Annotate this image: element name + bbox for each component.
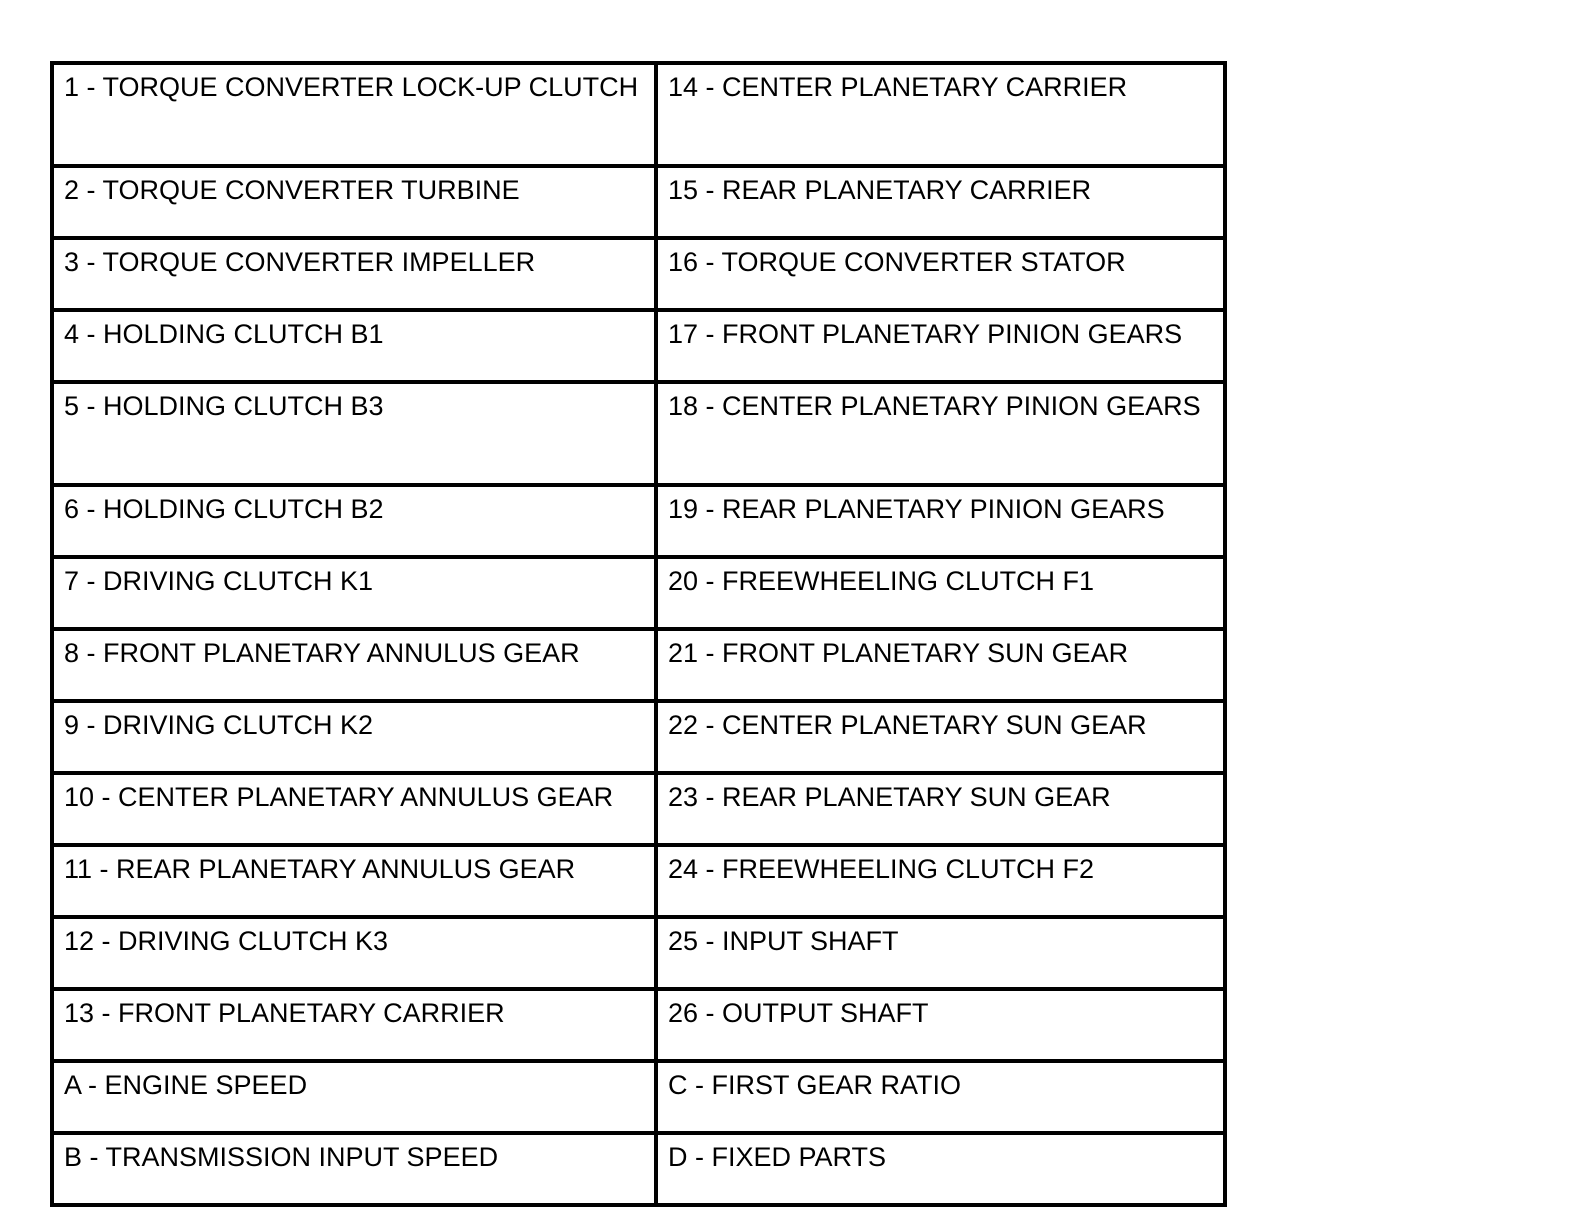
table-row [52,701,1225,773]
legend-cell: 4 - HOLDING CLUTCH B1 [52,310,656,382]
legend-cell: 25 - INPUT SHAFT [656,917,1225,989]
table-row [52,1061,1225,1133]
legend-cell: 19 - REAR PLANETARY PINION GEARS [656,485,1225,557]
table-row [52,629,1225,701]
legend-cell: 17 - FRONT PLANETARY PINION GEARS [656,310,1225,382]
table-row [52,917,1225,989]
legend-cell: 24 - FREEWHEELING CLUTCH F2 [656,845,1225,917]
legend-cell: D - FIXED PARTS [656,1133,1225,1205]
table-row [52,989,1225,1061]
table-row [52,557,1225,629]
legend-cell: 18 - CENTER PLANETARY PINION GEARS [656,382,1225,485]
table-row [52,1133,1225,1205]
legend-cell: 11 - REAR PLANETARY ANNULUS GEAR [52,845,656,917]
table-row [52,485,1225,557]
legend-cell: 20 - FREEWHEELING CLUTCH F1 [656,557,1225,629]
legend-cell: B - TRANSMISSION INPUT SPEED [52,1133,656,1205]
legend-cell: A - ENGINE SPEED [52,1061,656,1133]
legend-cell: 7 - DRIVING CLUTCH K1 [52,557,656,629]
table-row [52,166,1225,238]
legend-cell: C - FIRST GEAR RATIO [656,1061,1225,1133]
legend-cell: 21 - FRONT PLANETARY SUN GEAR [656,629,1225,701]
legend-cell: 12 - DRIVING CLUTCH K3 [52,917,656,989]
legend-table [50,61,1227,1207]
legend-cell: 9 - DRIVING CLUTCH K2 [52,701,656,773]
legend-cell: 14 - CENTER PLANETARY CARRIER [656,63,1225,166]
legend-cell: 8 - FRONT PLANETARY ANNULUS GEAR [52,629,656,701]
legend-cell: 23 - REAR PLANETARY SUN GEAR [656,773,1225,845]
table-row [52,382,1225,485]
legend-cell: 5 - HOLDING CLUTCH B3 [52,382,656,485]
table-row [52,773,1225,845]
table-row [52,63,1225,166]
legend-cell: 16 - TORQUE CONVERTER STATOR [656,238,1225,310]
table-row [52,238,1225,310]
legend-cell: 2 - TORQUE CONVERTER TURBINE [52,166,656,238]
table-row [52,845,1225,917]
table-row [52,310,1225,382]
legend-cell: 3 - TORQUE CONVERTER IMPELLER [52,238,656,310]
legend-cell: 26 - OUTPUT SHAFT [656,989,1225,1061]
legend-cell: 10 - CENTER PLANETARY ANNULUS GEAR [52,773,656,845]
legend-cell: 1 - TORQUE CONVERTER LOCK-UP CLUTCH [52,63,656,166]
legend-cell: 13 - FRONT PLANETARY CARRIER [52,989,656,1061]
legend-cell: 6 - HOLDING CLUTCH B2 [52,485,656,557]
legend-cell: 22 - CENTER PLANETARY SUN GEAR [656,701,1225,773]
legend-cell: 15 - REAR PLANETARY CARRIER [656,166,1225,238]
